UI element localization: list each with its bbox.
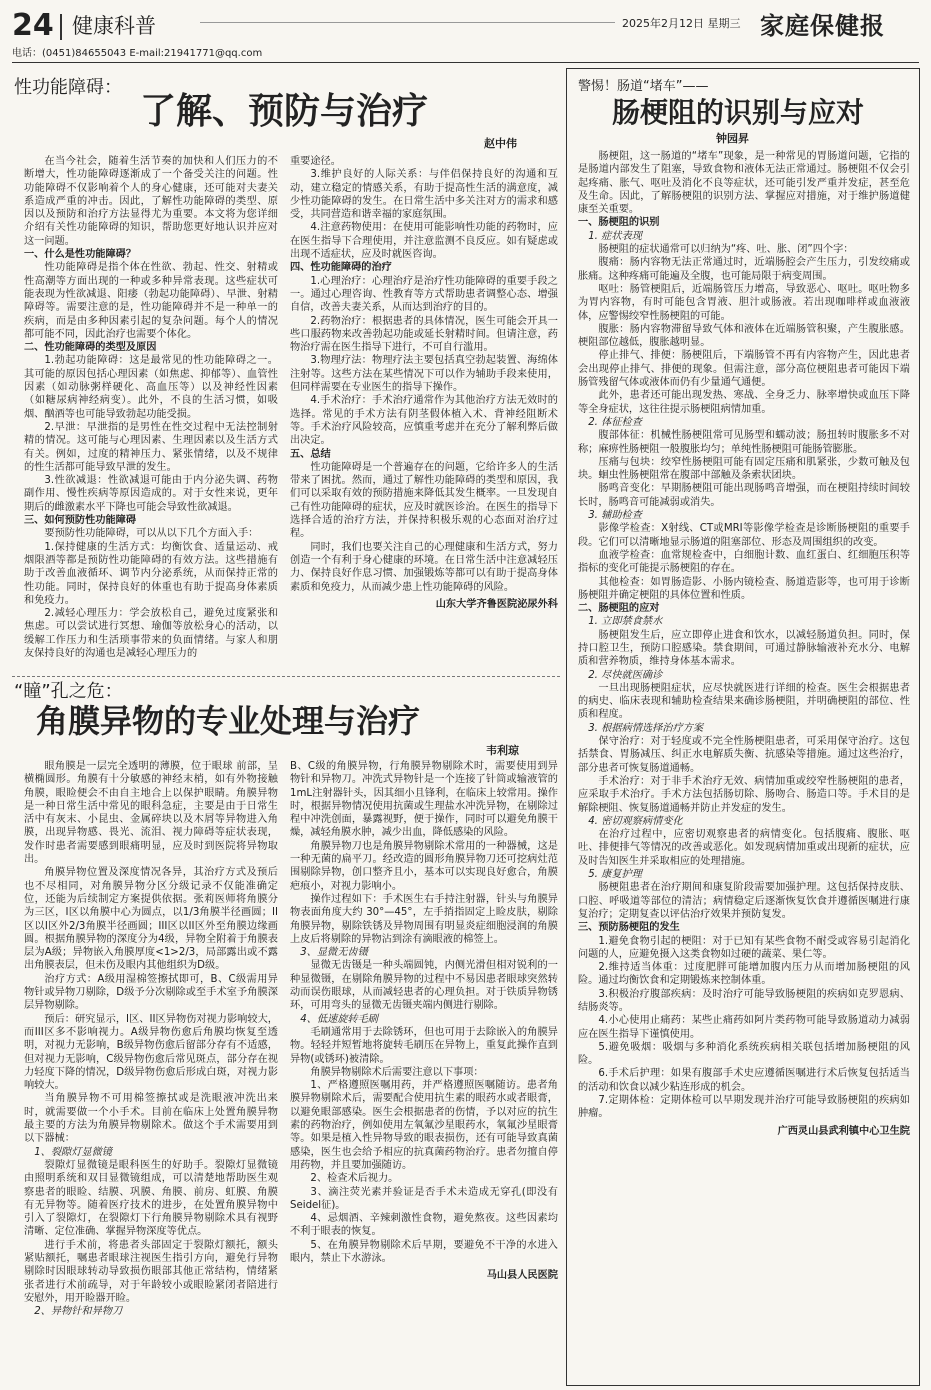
a3-author: 钟园昇 xyxy=(716,132,749,145)
a1-title: 了解、预防与治疗 xyxy=(140,90,429,132)
paragraph: 3.性欲减退：性欲减退可能由于内分泌失调、药物副作用、慢性疾病等原因造成的。对于女性来说，更年期后的雌激素水平下降也可能会导致性欲减退。 xyxy=(24,475,278,513)
paragraph: 裂隙灯显微镜是眼科医生的好助手。裂隙灯显微镜由照明系统和双目显微镜组成，可以清楚地帮助医生观察患者的眼睑、结膜、巩膜、角膜、前房、虹膜、角膜有无异物等。随着医疗技术的进步，在处置角膜异物中引入了裂隙灯，在裂隙灯下行角膜异物剔除术具有视野清晰、定位准确、掌握异物深度等优点。 xyxy=(24,1159,278,1238)
a3-title: 肠梗阻的识别与应对 xyxy=(612,96,865,129)
paragraph: 此外，患者还可能出现发热、寒战、全身乏力、脉率增快或血压下降等全身症状，这往往提示肠梗阻病情加重。 xyxy=(578,390,910,415)
section-heading: 三、如何预防性功能障碍 xyxy=(24,515,137,527)
a2-author: 韦利琼 xyxy=(486,744,519,757)
paragraph: 要预防性功能障碍，可以从以下几个方面入手： xyxy=(44,528,259,540)
paragraph: 同时，我们也要关注自己的心理健康和生活方式，努力创造一个有利于身心健康的环境。在日常生活中注意减轻压力、保持良好作息习惯、加强锻炼等都可以有助于提高身体素质和免疫力，从而减少患上性功能障碍的风险。 xyxy=(290,541,558,593)
subsection-heading: 3. 根据病情选择治疗方案 xyxy=(588,722,704,734)
paragraph: 1.心理治疗：心理治疗是治疗性功能障碍的重要手段之一。通过心理咨询、性教育等方式帮助患者调整心态、增强自信，改善夫妻关系，从而达到治疗的目的。 xyxy=(290,275,558,314)
paragraph: 肠梗阻发生后，应立即停止进食和饮水，以减轻肠道负担。同时，保持口腔卫生，预防口腔感染。禁食期间，可通过静脉输液补充水分、电解质和营养物质，维持身体基本需求。 xyxy=(578,629,910,668)
paragraph: 预后：研究显示，I区、II区异物伤对视力影响较大，而III区多不影响视力。A级异物伤愈后角膜均恢复至透明，对视力无影响，B级异物伤愈后留部分存有不适感，但对视力无影响，C级异物伤愈后常见斑点，部分存在视力轻度下降的情况，D级异物伤愈后形成白斑，对视力影响较大。 xyxy=(24,1013,278,1092)
source-credit: 山东大学齐鲁医院泌尿外科 xyxy=(435,598,558,610)
section-heading: 三、预防肠梗阻的发生 xyxy=(578,922,680,934)
section-heading: 一、肠梗阻的识别 xyxy=(578,217,660,229)
paragraph: 4.手术治疗：手术治疗通常作为其他治疗方法无效时的选择。常见的手术方法有阴茎假体植入术、背神经阻断术等。手术治疗风险较高，应慎重考虑并在充分了解利弊后做出决定。 xyxy=(290,395,558,447)
paragraph: 血液学检查：血常规检查中，白细胞计数、血红蛋白、红细胞压积等指标的变化可能提示肠梗阻的存在。 xyxy=(578,549,910,575)
paragraph: 7.定期体检：定期体检可以早期发现并治疗可能导致肠梗阻的疾病如肿瘤。 xyxy=(578,1095,910,1120)
paragraph: 停止排气、排便：肠梗阻后，下端肠管不再有内容物产生，因此患者会出现停止排气、排便的现象。但需注意，部分高位梗阻患者可能因下端肠管残留气体或液体而仍有少量通气通便。 xyxy=(578,350,910,389)
a1-column-1 xyxy=(24,155,278,670)
source-credit: 马山县人民医院 xyxy=(486,1270,558,1282)
section-heading: 二、性功能障碍的类型及原因 xyxy=(24,342,157,354)
paragraph: 肠梗阻的症状通常可以归纳为“疼、吐、胀、闭”四个字： xyxy=(598,244,854,256)
a3-kicker: 警惕！肠道“堵车”—— xyxy=(578,79,709,94)
paragraph: 1.勃起功能障碍：这是最常见的性功能障碍之一。其可能的原因包括心理因素（如焦虑、抑郁等）、血管性因素（如动脉粥样硬化、高血压等）以及神经性因素（如糖尿病神经病变）。此外，不良的生活习惯，如吸烟、酗酒等也可能导致勃起功能受损。 xyxy=(24,355,278,420)
a2-column-1 xyxy=(24,760,278,1386)
section-heading: 四、性功能障碍的治疗 xyxy=(290,262,392,274)
paragraph: 呕吐：肠管梗阻后，近端肠管压力增高，导致恶心、呕吐。呕吐物多为胃内容物，有时可能包含胃液、胆汁或肠液。若出现咖啡样或血液液体，应警惕绞窄性肠梗阻的可能。 xyxy=(578,283,910,322)
paragraph: 腹胀：肠内容物滞留导致气体和液体在近端肠管积聚，产生腹胀感。梗阻部位越低，腹胀越明显。 xyxy=(578,323,910,349)
paragraph: 角膜异物位置及深度情况各异，其治疗方式及预后也不尽相同，对角膜异物分区分级记录不仅能准确定位，还能为后续制定方案提供依据。张莉医师将角膜分为三区，I区以角膜中心为圆点，以1/3角膜半径画圆；II区以I区外2/3角膜半径画圆；III区以II区外至角膜边缘画圆。根据角膜异物的深度分为4级，异物全附着于角膜表层为A级；异物嵌入角膜厚度<1>2/3，局部露出或不露出角膜表层，但未伤及眼内其他组织为D级。 xyxy=(24,867,278,972)
paragraph: 当角膜异物不可用棉签擦拭或是洗眼液冲洗出来时，就需要做一个小手术。目前在临床上处置角膜异物最主要的方法为角膜异物剔除术。做这个手术需要用到以下器械： xyxy=(24,1093,278,1145)
paragraph: 手术治疗：对于非手术治疗无效、病情加重或绞窄性肠梗阻的患者，应采取手术治疗。手术方法包括肠切除、肠吻合、肠造口等。手术目的是解除梗阻、恢复肠道通畅并防止并发症的发生。 xyxy=(578,775,910,814)
paragraph: 毛刷通常用于去除锈环，但也可用于去除嵌入的角膜异物。轻轻并短暂地将旋转毛刷压在异物上，重复此操作直到异物(或锈环)被清除。 xyxy=(290,1026,558,1065)
paragraph: 在当今社会，随着生活节奏的加快和人们压力的不断增大，性功能障碍逐渐成了一个备受关注的问题。性功能障碍不仅影响着个人的身心健康，还可能对夫妻关系造成严重的冲击。因此，了解性功能障碍的类型、原因以及预防和治疗方法显得尤为重要。本文将为您详细介绍有关性功能障碍的知识，帮助您更好地认识并应对这一问题。 xyxy=(24,156,278,247)
page-number: 24 xyxy=(12,8,54,43)
paragraph: 3.积极治疗腹部疾病：及时治疗可能导致肠梗阻的疾病如克罗恩病、结肠炎等。 xyxy=(578,988,910,1013)
a1-author: 赵中伟 xyxy=(484,137,517,150)
paragraph: 保守治疗：对于轻度或不完全性肠梗阻患者，可采用保守治疗。这包括禁食、胃肠减压、纠正水电解质失衡、抗感染等措施。通过这些治疗，部分患者可恢复肠道通畅。 xyxy=(578,736,910,774)
paragraph: 其他检查：如胃肠造影、小肠内镜检查、肠道造影等，也可用于诊断肠梗阻并确定梗阻的具体位置和性质。 xyxy=(578,576,910,601)
paragraph: 进行手术前，将患者头部固定于裂隙灯额托，额头紧贴额托，嘱患者眼球注视医生指引方向，避免行异物剔除时因眼球转动导致损伤眼部其他正常结构，情绪紧张者进行术前疏导，对于年龄较小或眼睑紧闭者陪进行安慰外，用开睑器开睑。 xyxy=(24,1239,278,1304)
paragraph: 5、在角膜异物剔除术后早期，要避免不干净的水进入眼内，禁止下水游泳。 xyxy=(290,1239,558,1264)
subsection-heading: 4. 密切观察病情变化 xyxy=(588,815,683,827)
subsection-heading: 3、显微无齿镊 xyxy=(300,947,368,959)
contact-info: 电话：(0451)84655043 E-mail:21941771@qq.com xyxy=(12,48,263,59)
paragraph: 2.减轻心理压力：学会放松自己，避免过度紧张和焦虑。可以尝试进行冥想、瑜伽等放松身心的活动，以缓解工作压力和生活琐事带来的负面情绪。与家人和朋友保持良好的沟通也是减轻心理压力的 xyxy=(24,608,278,659)
paragraph: 显微无齿镊是一种头端圆钝，内侧光滑但相对锐利的一种显微镊，在剔除角膜异物的过程中不易因患者眼球突然转动而误伤眼球，从而减轻患者的心理负担。对于铁质异物锈环，可用弯头的显微无齿镊夹端内侧进行剔除。 xyxy=(290,960,558,1012)
header-divider xyxy=(60,14,62,40)
section-heading: 五、总结 xyxy=(290,448,331,460)
subsection-heading: 5. 康复护理 xyxy=(588,869,642,881)
a1-column-2 xyxy=(290,155,558,670)
paragraph: 操作过程如下：手术医生右手持注射器，针头与角膜异物表面角度大约 30°—45°，左手捎指固定上睑皮肤，剔除角膜异物，剔除铁锈及异物周围有明显炎症细胞浸润的角膜上皮后将剔除的异物沾到涂有滴眼液的棉签上。 xyxy=(290,893,558,945)
header-rule xyxy=(200,22,615,23)
paragraph: 肠梗阻患者在治疗期间和康复阶段需要加强护理。这包括保持皮肤、口腔、呼吸道等部位的清洁；病情稳定后逐渐恢复饮食并遵循医嘱进行康复治疗；定期复查以评估治疗效果并预防复发。 xyxy=(578,882,910,920)
paragraph: 2.早泄：早泄指的是男性在性交过程中无法控制射精的情况。这可能与心理因素、生理因素以及生活方式有关。例如，过度的精神压力、紧张情绪，以及不规律的性生活都可能导致早泄的发生。 xyxy=(24,421,278,473)
subsection-heading: 2. 尽快就医确诊 xyxy=(588,669,663,681)
subsection-heading: 3. 辅助检查 xyxy=(588,510,642,522)
section-heading: 二、肠梗阻的应对 xyxy=(578,603,660,615)
subsection-heading: 2、异物针和异物刀 xyxy=(34,1306,123,1318)
paragraph: 6.手术后护理：如果有腹部手术史应遵循医嘱进行术后恢复包括适当的活动和饮食以减少粘连形成的机会。 xyxy=(578,1068,910,1093)
paragraph: 4.注意药物使用：在使用可能影响性功能的药物时，应在医生指导下合理使用，并注意监测不良反应。如有疑虑或出现不适症状，应及时就医咨询。 xyxy=(290,222,558,261)
paragraph: 影像学检查：X射线、CT或MRI等影像学检查是诊断肠梗阻的重要手段。它们可以清晰地显示肠道的阻塞部位、形态及周围组织的改变。 xyxy=(578,523,910,548)
paragraph: 2、检查术后视力。 xyxy=(310,1173,399,1185)
paragraph: 角膜异物剔除术后需要注意以下事项： xyxy=(310,1066,484,1078)
paragraph: B、C级的角膜异物，行角膜异物剔除术时，需要使用到异物针和异物刀。冲洗式异物针是一个连接了针筒或输液管的1mL注射器针头，因其细小且锋利，在临床上较常用。操作时，根据异物情况使用抗菌或生理盐水冲洗异物，在剔除过程中冲洗创面，暴露视野，便于操作，同时可以避免角膜干燥，减轻角膜水肿，减少出血，降低感染的风险。 xyxy=(290,761,558,839)
paragraph: 在治疗过程中，应密切观察患者的病情变化。包括腹痛、腹胀、呕吐、排便排气等情况的改善或恶化。如发现病情加重或出现新的症状，应及时告知医生并采取相应的处理措施。 xyxy=(578,829,910,867)
a3-body xyxy=(578,150,910,1378)
a2-column-2 xyxy=(290,760,558,1386)
subsection-heading: 2. 体征检查 xyxy=(588,416,642,428)
paragraph: 重要途径。 xyxy=(290,156,341,167)
paragraph: 4、忌烟酒、辛辣刺激性食物，避免熬夜。这些因素均不利于眼表的恢复。 xyxy=(290,1213,558,1238)
paragraph: 3、滴注荧光素并验证是否手术未造成无穿孔(即没有Seidel征)。 xyxy=(290,1186,558,1211)
paragraph: 3.维护良好的人际关系：与伴侣保持良好的沟通和互动，建立稳定的情感关系，有助于提高性生活的满意度，减少性功能障碍的发生。在日常生活中多关注对方的需求和感受，共同营造和谐幸福的家庭氛围。 xyxy=(290,169,558,221)
paragraph: 腹痛：肠内容物无法正常通过时，近端肠腔会产生压力，引发绞痛或胀痛。这种疼痛可能遍及全腹，也可能局限于病变周围。 xyxy=(578,257,910,282)
paragraph: 1.避免食物引起的梗阻：对于已知有某些食物不耐受或容易引起消化问题的人，应避免摄入这类食物如过硬的蔬菜、果仁等。 xyxy=(578,935,910,960)
a1-kicker: 性功能障碍： xyxy=(14,77,122,98)
paragraph: 治疗方式：A级用湿棉签擦拭即可，B、C级需用异物针或异物刀剔除，D级予分次剔除或至手术室予角膜深层异物剔除。 xyxy=(24,973,278,1012)
subsection-heading: 1、裂隙灯显微镜 xyxy=(34,1146,112,1158)
paragraph: 2.维持适当体重：过度肥胖可能增加腹内压力从而增加肠梗阻的风险。通过均衡饮食和定期锻炼来控制体重。 xyxy=(578,962,910,987)
issue-date: 2025年2月12日 星期三 xyxy=(622,17,741,30)
subsection-heading: 1. 立即禁食禁水 xyxy=(588,616,663,628)
a2-title: 角膜异物的专业处理与治疗 xyxy=(36,702,421,740)
paragraph: 一旦出现肠梗阻症状，应尽快就医进行详细的检查。医生会根据患者的病史、临床表现和辅助检查结果来确诊肠梗阻，并明确梗阻的部位、性质和程度。 xyxy=(578,682,910,721)
paragraph: 1、严格遵照医嘱用药，并严格遵照医嘱随访。患者角膜异物剔除术后，需要配合使用抗生素的眼药水或者眼膏，以避免眼部感染。医生会根据患者的伤情，予以对应的抗生素的药物治疗，例如使用左氧氟沙星眼药水，氧氟沙星眼膏等。如果是植入性异物导致的眼表损伤，还有可能导致真菌感染，医生也会给予相应的抗真菌药物治疗。患者勿擅自停用药物，并且要加强随访。 xyxy=(290,1080,558,1171)
paragraph: 肠鸣音变化：早期肠梗阻可能出现肠鸣音增强，而在梗阻持续时间较长时，肠鸣音可能减弱或消失。 xyxy=(578,483,910,508)
paragraph: 压痛与包块：绞窄性肠梗阻可能有固定压痛和肌紧张，少数可触及包块。蛔虫性肠梗阻常在腹部中部触及条索状团块。 xyxy=(578,456,910,482)
paragraph: 性功能障碍是一个普遍存在的问题，它给许多人的生活带来了困扰。然而，通过了解性功能障碍的类型和原因，我们可以采取有效的预防措施来降低其发生概率。一旦发现自己有性功能障碍的症状，应及时就医诊治。在医生的指导下选择合适的治疗方法，并保持积极乐观的心态面对治疗过程。 xyxy=(290,461,558,540)
paragraph: 肠梗阻，这一肠道的“堵车”现象，是一种常见的胃肠道问题，它指的是肠道内部发生了阻塞，导致食物和液体无法正常通过。肠梗阻不仅会引起疼痛、胀气、呕吐及消化不良等症状，还可能引发严重并发症，甚至危及生命。因此，了解肠梗阻的识别方法、掌握应对措施，对于维护肠道健康至关重要。 xyxy=(578,151,910,216)
paragraph: 眼角膜是一层完全透明的薄膜，位于眼球 前部，呈横椭圆形。角膜有十分敏感的神经末梢，如有外物接触角膜，眼睑便会不由自主地合上以保护眼睛。角膜异物是一种日常生活中常见的眼科急症，主要是由于日常生活中有灰末、小昆虫、金属碎块以及木屑等异物进入角膜，出现异物感、畏光、流泪、视力障碍等症状表现，发作时患者需要感到眼痛明显，应及时到医院将异物取出。 xyxy=(24,761,278,866)
paragraph: 4.小心使用止痛药：某些止痛药如阿片类药物可能导致肠道动力减弱应在医生指导下谨慎使用。 xyxy=(578,1015,910,1040)
header-bottom-line xyxy=(12,62,919,63)
paragraph: 5.避免吸烟：吸烟与多种消化系统疾病相关联包括增加肠梗阻的风险。 xyxy=(578,1041,910,1067)
subsection-heading: 1. 症状表现 xyxy=(588,230,642,242)
subsection-heading: 4、低速旋转毛刷 xyxy=(300,1013,378,1025)
paragraph: 3.物理疗法：物理疗法主要包括真空勃起装置、海绵体注射等。这些方法在某些情况下可以作为辅助手段来使用，但同样需要在专业医生的指导下操作。 xyxy=(290,355,558,394)
a2-kicker: “瞳”孔之危： xyxy=(14,681,123,702)
article-divider xyxy=(12,676,560,677)
newspaper-brand: 家庭保健报 xyxy=(760,11,885,40)
source-credit: 广西灵山县武利镇中心卫生院 xyxy=(777,1125,910,1137)
paragraph: 2.药物治疗：根据患者的具体情况，医生可能会开具一些口服药物来改善勃起功能或延长射精时间。但请注意，药物治疗需在医生指导下进行，不可自行滥用。 xyxy=(290,315,558,354)
paragraph: 性功能障碍是指个体在性欲、勃起、性交、射精或性高潮等方面出现的一种或多种异常表现。这些症状可能表现为性欲减退、阳痿（勃起功能障碍）、早泄、射精障碍等。需要注意的是，性功能障碍并不是一种单一的疾病，而是由多种因素引起的复杂问题。每个人的情况都可能不同，因此治疗也需要个体化。 xyxy=(24,262,278,340)
paragraph: 1.保持健康的生活方式：均衡饮食、适量运动、戒烟限酒等都是预防性功能障碍的有效方法。这些措施有助于改善血液循环、调节内分泌系统，从而保持正常的性功能。同时，保持良好的体重也有助于提高身体素质和免疫力。 xyxy=(24,541,278,606)
paragraph: 角膜异物刀也是角膜异物剔除术常用的一种器械，这是一种无菌的扁平刀。经改造的圆形角膜异物刀还可挖病灶范围剔除异物，创口整齐且小，基本可以实现良好愈合，角膜疤痕小，对视力影响小。 xyxy=(290,840,558,892)
paragraph: 腹部体征：机械性肠梗阻常可见肠型和蠕动波；肠扭转时腹胀多不对称；麻痹性肠梗阻一般腹胀均匀；单纯性肠梗阻可能肠管膨胀。 xyxy=(578,430,910,455)
section-heading: 一、什么是性功能障碍？ xyxy=(24,249,137,261)
section-title: 健康科普 xyxy=(72,14,156,38)
